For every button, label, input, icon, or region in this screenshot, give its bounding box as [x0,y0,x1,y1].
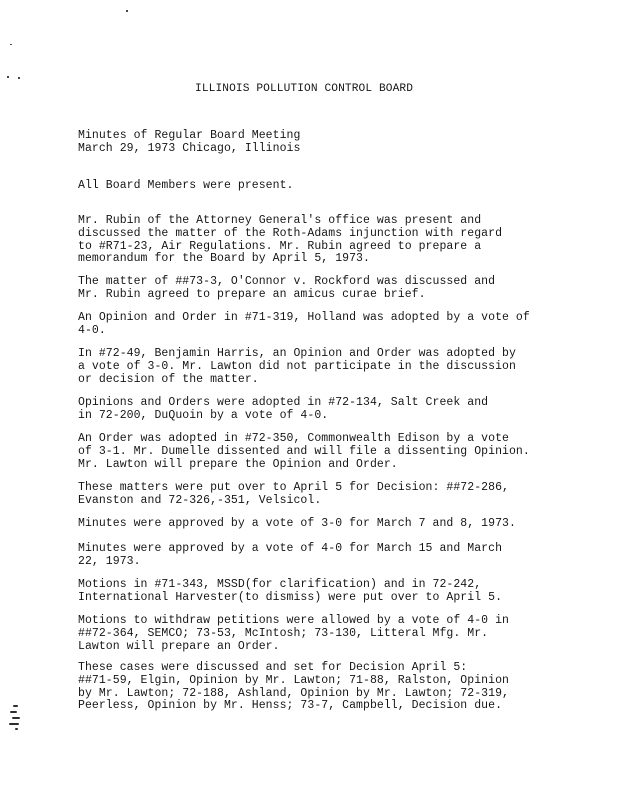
paragraph-salt-creek-duquoin: Opinions and Orders were adopted in #72-134, Salt Creek and in 72-200, DuQuoin by a vote of 4-0. [78,396,489,422]
scan-speck [10,44,12,45]
handwritten-margin-mark [9,705,23,731]
minutes-title: Minutes of Regular Board Meeting [78,129,301,142]
paragraph-motions: Motions in #71-343, MSSD(for clarification) and in 72-242, International Harvester(to dismiss) were put over to April 5. [78,578,503,604]
scan-speck [126,10,128,12]
paragraph-holland: An Opinion and Order in #71-319, Holland was adopted by a vote of 4-0. [78,311,530,337]
paragraph-withdraw-petitions: Motions to withdraw petitions were allowed by a vote of 4-0 in ##72-364, SEMCO; 73-53, McIntosh; 73-130, Litteral Mfg. Mr. Lawton will prepare an Order. [78,614,509,653]
attendance-note: All Board Members were present. [78,179,294,192]
paragraph-commonwealth-edison: An Order was adopted in #72-350, Commonwealth Edison by a vote of 3-1. Mr. Dumelle dissented and will file a dissenting Opinion. Mr. Lawton will prepare the Opinion and Order. [78,432,530,471]
paragraph-decision-cases: These cases were discussed and set for Decision April 5: ##71-59, Elgin, Opinion by Mr. Lawton; 71-88, Ralston, Opinion by Mr. Lawton; 72-188, Ashland, Opinion by Mr. Lawton; 72-319, Peerless, Opinion by Mr. Henss; 73-7, Campbell, Decision due. [78,661,509,713]
paragraph-put-over-matters: These matters were put over to April 5 for Decision: ##72-286, Evanston and 72-326,-351, Velsicol. [78,481,509,507]
scan-speck [7,76,9,78]
paragraph-benjamin-harris: In #72-49, Benjamin Harris, an Opinion and Order was adopted by a vote of 3-0. Mr. Lawton did not participate in the discussion or decision of the matter. [78,347,516,386]
paragraph-minutes-march-15-22: Minutes were approved by a vote of 4-0 for March 15 and March 22, 1973. [78,542,503,568]
paragraph-oconnor-rockford: The matter of ##73-3, O'Connor v. Rockford was discussed and Mr. Rubin agreed to prepare an amicus curae brief. [78,275,496,301]
scan-speck [18,77,20,79]
board-header: ILLINOIS POLLUTION CONTROL BOARD [195,83,414,95]
paragraph-roth-adams: Mr. Rubin of the Attorney General's office was present and discussed the matter of the Roth-Adams injunction with regard to #R71-23, Air Regulations. Mr. Rubin agreed to prepare a memorandum for the Board by April 5, 1973. [78,214,503,266]
meeting-date-location: March 29, 1973 Chicago, Illinois [78,142,301,155]
paragraph-minutes-march-7-8: Minutes were approved by a vote of 3-0 for March 7 and 8, 1973. [78,517,516,530]
